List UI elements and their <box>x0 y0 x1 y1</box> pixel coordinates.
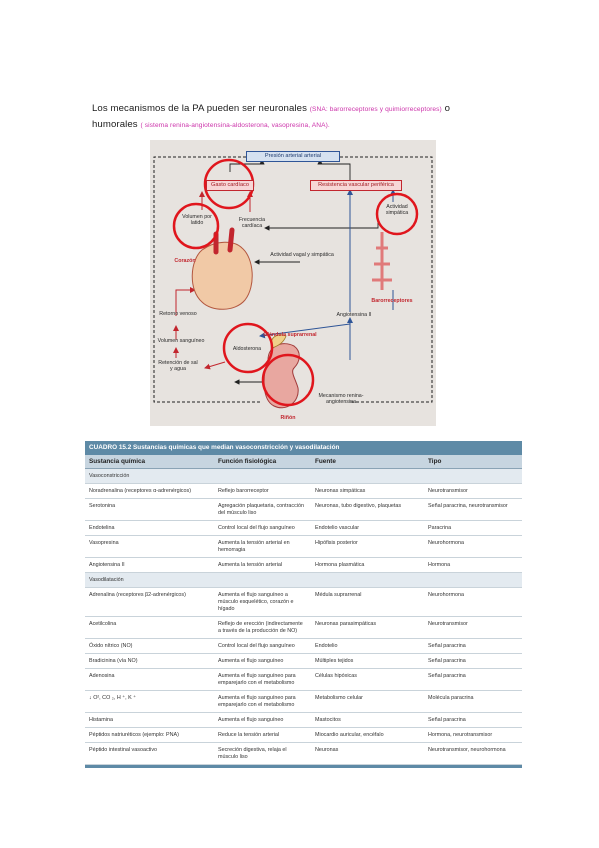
intro-neural-examples: (SNA: barorreceptores y quimiorreceptores) <box>309 106 442 113</box>
arrow-simpatica-frecuencia <box>265 220 378 228</box>
table-row: Péptido intestinal vasoactivo Secreción digestiva, relaja el músculo liso Neuronas Neurotransmisor, neurohormona <box>85 743 522 765</box>
label-barorreceptores: Barorreceptores <box>371 298 413 304</box>
label-aldosterona: Aldosterona <box>232 346 262 352</box>
table-row: Adenosina Aumenta el flujo sanguíneo para emparejarlo con el metabolismo Células hipóxicas Señal paracrina <box>85 669 522 691</box>
label-volumen: Volumen por latido <box>182 214 212 227</box>
section-vasoconstriccion: Vasoconstricción <box>85 469 522 484</box>
table-row: Serotonina Agregación plaquetaria, contracción del músculo liso Neuronas, tubo digestivo, plaquetas Señal paracrina, neurotransmisor <box>85 499 522 521</box>
table-header <box>85 455 522 469</box>
table-title: CUADRO 15.2 Sustancias químicas que median vasoconstricción y vasodilatación <box>85 441 522 455</box>
baroreceptor-artery <box>372 232 392 290</box>
arrow-aldo-retencion <box>205 362 225 368</box>
table-row: Vasopresina Aumenta la tensión arterial en hemorragia Hipófisis posterior Neurohormona <box>85 536 522 558</box>
table-row: Bradicinina (vía NO) Aumenta el flujo sanguíneo Múltiples tejidos Señal paracrina <box>85 654 522 669</box>
table-row: Acetilcolina Reflejo de erección (indirectamente a través de la producción de NO) Neuronas parasimpáticas Neurotransmisor <box>85 617 522 639</box>
header-tipo: Tipo <box>428 458 442 465</box>
intro-paragraph <box>92 101 512 133</box>
intro-connector: o <box>441 103 451 114</box>
label-retencion: Retención de sal y agua <box>158 360 198 373</box>
label-angiotensina: Angiotensina II <box>336 312 372 318</box>
blood-pressure-diagram <box>150 140 436 426</box>
intro-lead: Los mecanismos de la PA pueden ser neuronales <box>92 103 307 114</box>
substances-table <box>85 441 522 768</box>
box-presion-arterial: Presión arterial arterial <box>246 151 340 162</box>
table-row: Angiotensina II Aumenta la tensión arterial Hormona plasmática Hormona <box>85 558 522 573</box>
header-fuente: Fuente <box>315 458 336 465</box>
header-sustancia: Sustancia química <box>89 458 146 465</box>
header-funcion: Función fisiológica <box>218 458 277 465</box>
label-corazon: Corazón <box>174 258 196 264</box>
intro-humoral-examples: ( sistema renina-angiotensina-aldosterona, vasopresina, ANA). <box>140 122 330 129</box>
label-retorno: Retorno venoso <box>159 311 197 317</box>
table-row: Histamina Aumenta el flujo sanguíneo Mastocitos Señal paracrina <box>85 713 522 728</box>
label-mecanismo: Mecanismo renina-angiotensina <box>318 393 364 406</box>
label-vagal: Actividad vagal y simpática <box>270 252 334 258</box>
table-row: Noradrenalina (receptores α-adrenérgicos) Reflejo barorreceptor Neuronas simpáticas Neurotransmisor <box>85 484 522 499</box>
box-gasto-cardiaco: Gasto cardíaco <box>206 180 254 191</box>
arrow-resist-top <box>320 160 350 180</box>
section-vasodilatacion: Vasodilatación <box>85 573 522 588</box>
label-rinon: Riñón <box>280 415 296 421</box>
table-row: Endotelina Control local del flujo sanguíneo Endotelio vascular Paracrina <box>85 521 522 536</box>
label-volumen-sanguineo: Volumen sanguíneo <box>157 338 205 344</box>
label-frecuencia: Frecuencia cardíaca <box>238 217 266 230</box>
table-row: Óxido nítrico (NO) Control local del flujo sanguíneo Endotelio Señal paracrina <box>85 639 522 654</box>
heart-illustration <box>192 242 252 309</box>
table-bottom-rule <box>85 765 522 768</box>
table-row: ↓ O², CO ₂, H ⁺, K ⁺ Aumenta el flujo sanguíneo para emparejarlo con el metabolismo Metabolismo celular Molécula paracrina <box>85 691 522 713</box>
label-actividad-simpatica: Actividad simpática <box>385 204 409 217</box>
table-row: Adrenalina (receptores β2-adrenérgicos) Aumenta el flujo sanguíneo a músculo esquelético, corazón e hígado Médula suprarrenal Neurohormona <box>85 588 522 617</box>
label-glandula: Glándula suprarrenal <box>263 332 317 338</box>
table-row: Péptidos natriuréticos (ejemplo: PNA) Reduce la tensión arterial Miocardio auricular, encéfalo Hormona, neurotransmisor <box>85 728 522 743</box>
intro-humoral-word: humorales <box>92 119 138 130</box>
box-resistencia: Resistencia vascular periférica <box>310 180 402 191</box>
